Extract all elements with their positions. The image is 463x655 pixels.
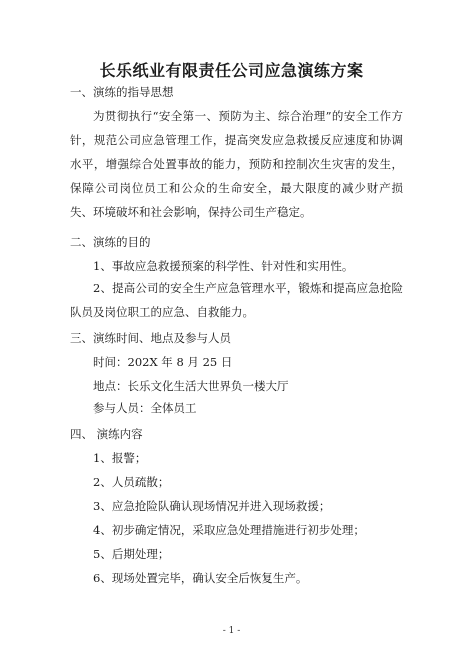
- section-3-heading: 三、演练时间、地点及参与人员: [70, 331, 231, 345]
- section-1-paragraph: 为贯彻执行“安全第一、预防为主、综合治理”的安全工作方针，规范公司应急管理工作，提高突发应急救援反应速度和协调水平，增强综合处置事故的能力，预防和控制次生灾害的发生，保障公司岗位员工和公众的生命安全，最大限度的减少财产损失、环境破坏和社会影响，保持公司生产稳定。: [70, 109, 403, 219]
- section-4-step: 4、初步确定情况，采取应急处理措施进行初步处理；: [93, 523, 365, 537]
- section-3-place: 地点：长乐文化生活大世界负一楼大厅: [93, 379, 289, 393]
- section-1-heading: 一、演练的指导思想: [70, 85, 174, 99]
- section-2-item-2: 2、提高公司的安全生产应急管理水平，锻炼和提高应急抢险队员及岗位职工的应急、自救能力。: [70, 281, 403, 319]
- document-title: 长乐纸业有限责任公司应急演练方案: [99, 61, 364, 80]
- section-4-step: 1、报警；: [93, 451, 147, 465]
- section-3-people: 参与人员：全体员工: [93, 401, 197, 415]
- section-4-step: 5、后期处理；: [93, 547, 170, 561]
- section-4-heading: 四、 演练内容: [70, 427, 143, 441]
- section-3-time: 时间：202X 年 8 月 25 日: [93, 355, 233, 369]
- section-2-item-1: 1、事故应急救援预案的科学性、针对性和实用性。: [93, 259, 354, 273]
- section-4-step: 3、应急抢险队确认现场情况并进入现场救援；: [93, 499, 331, 513]
- section-2-heading: 二、演练的目的: [70, 235, 151, 249]
- section-4-step: 2、人员疏散；: [93, 475, 170, 489]
- section-4-step: 6、现场处置完毕，确认安全后恢复生产。: [93, 571, 308, 585]
- page-number: - 1 -: [222, 626, 241, 636]
